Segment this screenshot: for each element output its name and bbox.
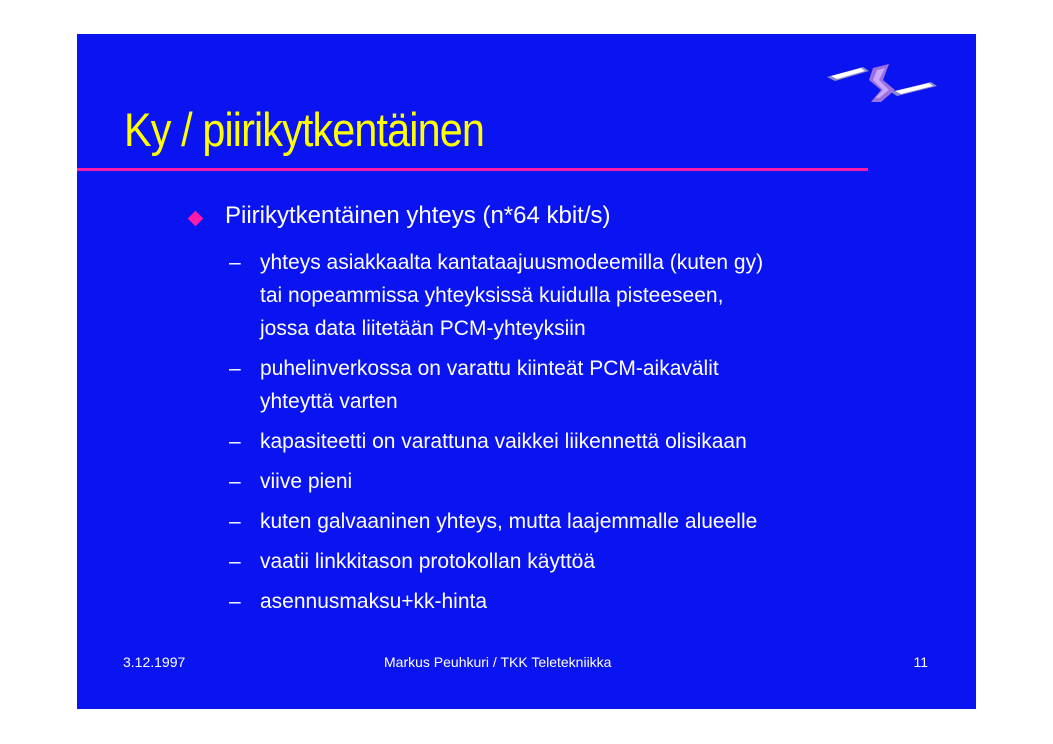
slide bbox=[77, 34, 976, 709]
footer-date: 3.12.1997 bbox=[123, 654, 186, 670]
sub-bullet-line: yhteyttä varten bbox=[260, 390, 398, 413]
dash-bullet: – bbox=[229, 430, 241, 453]
dash-bullet: – bbox=[229, 470, 241, 493]
sub-bullet-item bbox=[229, 246, 763, 345]
dash-bullet: – bbox=[229, 251, 241, 274]
sub-bullet-line: jossa data liitetään PCM-yhteyksiin bbox=[260, 317, 586, 340]
dash-bullet: – bbox=[229, 357, 241, 380]
sub-bullet-line: kuten galvaaninen yhteys, mutta laajemmalle alueelle bbox=[260, 510, 758, 533]
sub-bullet-line: tai nopeammissa yhteyksissä kuidulla pisteeseen, bbox=[260, 284, 724, 307]
sub-bullet-item bbox=[229, 585, 763, 618]
footer-page-number: 11 bbox=[913, 654, 928, 670]
sub-bullet-line: yhteys asiakkaalta kantataajuusmodeemilla (kuten gy) bbox=[260, 251, 764, 274]
diamond-bullet-icon bbox=[188, 210, 204, 226]
sub-bullet-line: puhelinverkossa on varattu kiinteät PCM-aikavälit bbox=[260, 357, 719, 380]
dash-bullet: – bbox=[229, 590, 241, 613]
sub-bullet-item bbox=[229, 425, 763, 458]
sub-bullet-line: vaatii linkkitason protokollan käyttöä bbox=[260, 550, 596, 573]
sub-bullet-line: asennusmaksu+kk-hinta bbox=[260, 590, 488, 613]
main-bullet bbox=[190, 202, 611, 230]
sub-bullet-item bbox=[229, 465, 763, 498]
sub-bullet-line: viive pieni bbox=[260, 470, 353, 493]
footer-author: Markus Peuhkuri / TKK Teletekniikka bbox=[384, 654, 612, 670]
dash-bullet: – bbox=[229, 510, 241, 533]
sub-bullet-item bbox=[229, 505, 763, 538]
lightning-logo-icon bbox=[825, 62, 940, 107]
slide-title: Ky / piirikytkentäinen bbox=[124, 103, 484, 156]
sub-bullet-list bbox=[229, 246, 763, 625]
title-underline bbox=[77, 168, 868, 171]
main-bullet-text: Piirikytkentäinen yhteys (n*64 kbit/s) bbox=[225, 202, 611, 229]
sub-bullet-line: kapasiteetti on varattuna vaikkei liikennettä olisikaan bbox=[260, 430, 747, 453]
dash-bullet: – bbox=[229, 550, 241, 573]
sub-bullet-item bbox=[229, 352, 763, 418]
sub-bullet-item bbox=[229, 545, 763, 578]
